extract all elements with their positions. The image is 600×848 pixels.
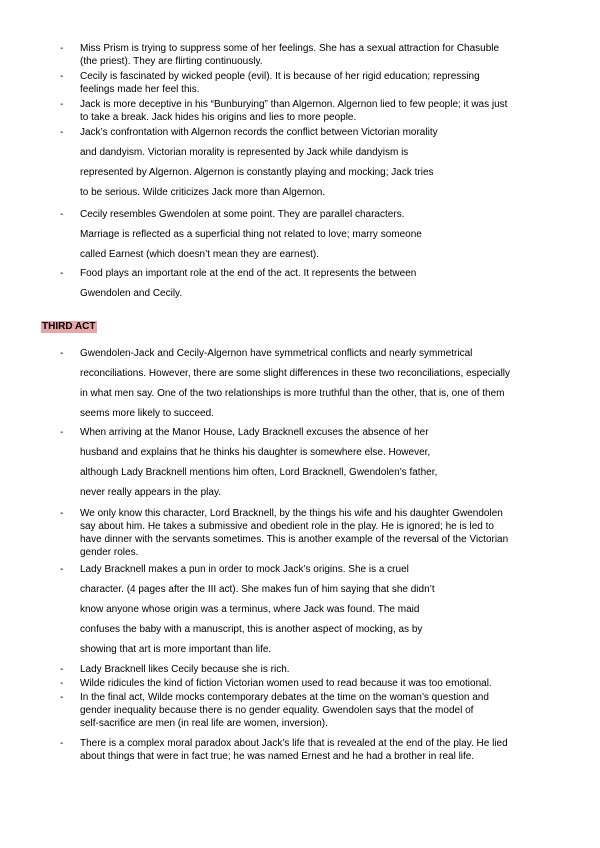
- bullet-dash: -: [60, 348, 64, 359]
- bullet-dash: -: [60, 692, 64, 703]
- item-line: although Lady Bracknell mentions him often, Lord Bracknell, Gwendolen’s father,: [80, 467, 438, 478]
- item-line: Miss Prism is trying to suppress some of her feelings. She has a sexual attraction for Chasuble: [80, 43, 500, 54]
- bullet-dash: -: [60, 268, 64, 279]
- item-line: have dinner with the servants sometimes. This is another example of the reversal of the Victorian: [80, 534, 509, 545]
- item-line: feelings made her feel this.: [80, 84, 200, 95]
- item-line: showing that art is more important than life.: [80, 644, 272, 655]
- item-line: to be serious. Wilde criticizes Jack more than Algernon.: [80, 187, 326, 198]
- item-line: and dandyism. Victorian morality is represented by Jack while dandyism is: [80, 147, 409, 158]
- section-heading: THIRD ACT: [42, 321, 96, 332]
- item-line: confuses the baby with a manuscript, this is another aspect of mocking, as by: [80, 624, 423, 635]
- item-line: represented by Algernon. Algernon is constantly playing and mocking; Jack tries: [80, 167, 434, 178]
- item-line: gender inequality because there is no gender equality. Gwendolen says that the model of: [80, 705, 474, 716]
- bullet-dash: -: [60, 71, 64, 82]
- item-line: reconciliations. However, there are some slight differences in these two reconciliations, especially: [80, 368, 511, 379]
- item-line: When arriving at the Manor House, Lady Bracknell excuses the absence of her: [80, 427, 429, 438]
- item-line: say about him. He takes a submissive and obedient role in the play. He is ignored; he is led to: [80, 521, 494, 532]
- item-line: husband and explains that he thinks his daughter is somewhere else. However,: [80, 447, 431, 458]
- item-line: Jack is more deceptive in his “Bunburying” than Algernon. Algernon lied to few people; it was just: [80, 99, 508, 110]
- item-line: Gwendolen-Jack and Cecily-Algernon have symmetrical conflicts and nearly symmetrical: [80, 348, 473, 359]
- bullet-dash: -: [60, 43, 64, 54]
- item-line: never really appears in the play.: [80, 487, 222, 498]
- item-line: Lady Bracknell makes a pun in order to mock Jack’s origins. She is a cruel: [80, 564, 409, 575]
- item-line: self-sacrifice are men (in real life are women, inversion).: [80, 718, 328, 729]
- item-line: gender roles.: [80, 547, 139, 558]
- item-line: Wilde ridicules the kind of fiction Victorian women used to read because it was too emotional.: [80, 678, 492, 689]
- item-line: in what men say. One of the two relationships is more truthful than the other, that is, one of them: [80, 388, 505, 399]
- item-line: Food plays an important role at the end of the act. It represents the between: [80, 268, 417, 279]
- bullet-dash: -: [60, 664, 64, 675]
- item-line: Cecily resembles Gwendolen at some point. They are parallel characters.: [80, 209, 405, 220]
- item-line: Gwendolen and Cecily.: [80, 288, 183, 299]
- bullet-dash: -: [60, 127, 64, 138]
- bullet-dash: -: [60, 738, 64, 749]
- item-line: about things that were in fact true; he was named Ernest and he had a brother in real life.: [80, 751, 475, 762]
- item-line: Marriage is reflected as a superficial thing not related to love; marry someone: [80, 229, 422, 240]
- item-line: (the priest). They are flirting continuously.: [80, 56, 263, 67]
- bullet-dash: -: [60, 427, 64, 438]
- bullet-dash: -: [60, 678, 64, 689]
- item-line: Cecily is fascinated by wicked people (evil). It is because of her rigid education; repressing: [80, 71, 480, 82]
- item-line: called Earnest (which doesn’t mean they are earnest).: [80, 249, 320, 260]
- item-line: know anyone whose origin was a terminus, where Jack was found. The maid: [80, 604, 420, 615]
- item-line: character. (4 pages after the III act). She makes fun of him saying that she didn’t: [80, 584, 435, 595]
- bullet-dash: -: [60, 209, 64, 220]
- item-line: to take a break. Jack hides his origins and lies to more people.: [80, 112, 357, 123]
- item-line: seems more likely to succeed.: [80, 408, 214, 419]
- item-line: Jack’s confrontation with Algernon records the conflict between Victorian morality: [80, 127, 438, 138]
- item-line: We only know this character, Lord Bracknell, by the things his wife and his daughter Gwendolen: [80, 508, 503, 519]
- item-line: In the final act, Wilde mocks contemporary debates at the time on the woman’s question and: [80, 692, 489, 703]
- bullet-dash: -: [60, 564, 64, 575]
- bullet-dash: -: [60, 99, 64, 110]
- item-line: There is a complex moral paradox about Jack’s life that is revealed at the end of the play. He lied: [80, 738, 508, 749]
- bullet-dash: -: [60, 508, 64, 519]
- item-line: Lady Bracknell likes Cecily because she is rich.: [80, 664, 290, 675]
